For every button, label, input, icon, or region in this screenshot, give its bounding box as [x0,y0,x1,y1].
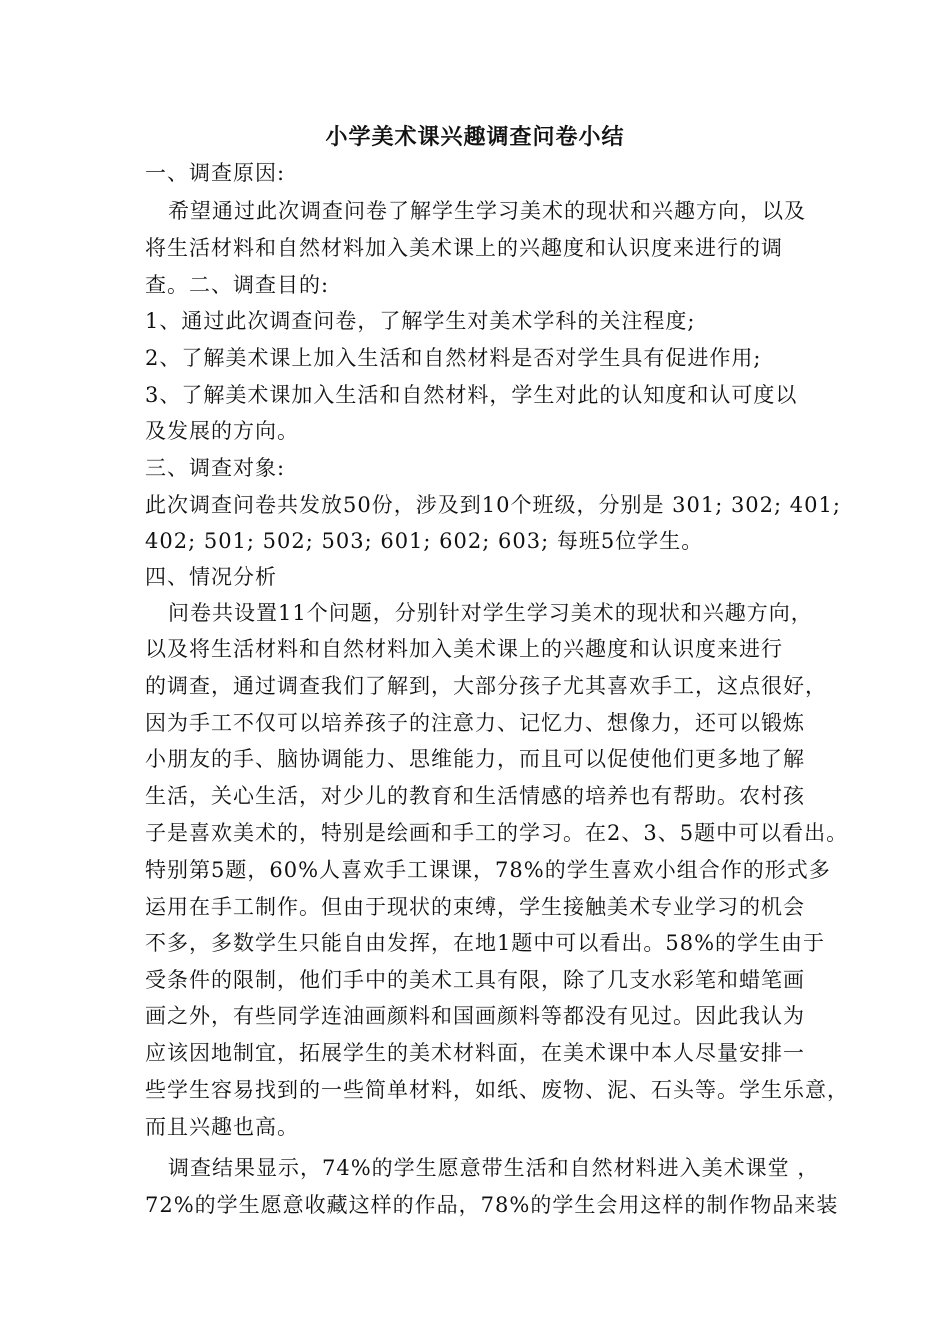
paragraph-line: 以及将生活材料和自然材料加入美术课上的兴趣度和认识度来进行 [145,637,783,661]
paragraph-line: 调查结果显示，74%的学生愿意带生活和自然材料进入美术课堂 ， [168,1156,820,1180]
paragraph-line: 子是喜欢美术的，特别是绘画和手工的学习。在2、3、5题中可以看出。 [145,821,849,845]
paragraph-line: 运用在手工制作。但由于现状的束缚，学生接触美术专业学习的机会 [145,895,805,919]
paragraph-line: 因为手工不仅可以培养孩子的注意力、记忆力、想像力，还可以锻炼 [145,711,805,735]
list-item-continued: 及发展的方向。 [145,419,299,443]
paragraph-line: 不多，多数学生只能自由发挥，在地1题中可以看出。58%的学生由于 [145,931,826,955]
paragraph-line: 希望通过此次调查问卷了解学生学习美术的现状和兴趣方向，以及 [168,199,806,223]
list-item: 1、通过此次调查问卷，了解学生对美术学科的关注程度; [145,309,696,333]
document-title: 小学美术课兴趣调查问卷小结 [325,124,625,150]
paragraph-line: 的调查，通过调查我们了解到，大部分孩子尤其喜欢手工，这点很好， [145,674,827,698]
paragraph-line: 应该因地制宜，拓展学生的美术材料面，在美术课中本人尽量安排一 [145,1041,805,1065]
paragraph-line: 将生活材料和自然材料加入美术课上的兴趣度和认识度来进行的调 [145,236,783,260]
paragraph-line: 72%的学生愿意收藏这样的作品，78%的学生会用这样的制作物品来装 [145,1193,839,1217]
paragraph-line: 小朋友的手、脑协调能力、思维能力，而且可以促使他们更多地了解 [145,747,805,771]
list-item: 3、了解美术课加入生活和自然材料，学生对此的认知度和认可度以 [145,383,798,407]
paragraph-line: 402; 501; 502; 503; 601; 602; 603; 每班5位学生。 [145,529,704,553]
list-item: 2、了解美术课上加入生活和自然材料是否对学生具有促进作用; [145,346,762,370]
paragraph-line: 生活，关心生活，对少儿的教育和生活情感的培养也有帮助。农村孩 [145,784,805,808]
paragraph-line: 问卷共设置11个问题，分别针对学生学习美术的现状和兴趣方向， [168,601,813,625]
paragraph-line: 受条件的限制，他们手中的美术工具有限，除了几支水彩笔和蜡笔画 [145,968,805,992]
heading-situation-analysis: 四、情况分析 [145,565,277,589]
paragraph-line: 而且兴趣也高。 [145,1115,299,1139]
paragraph-line: 些学生容易找到的一些简单材料，如纸、废物、泥、石头等。学生乐意， [145,1078,849,1102]
heading-survey-reason: 一、调查原因: [145,161,286,185]
paragraph-line: 查。二、调查目的: [145,273,330,297]
paragraph-line: 此次调查问卷共发放50份，涉及到10个班级，分别是 301; 302; 401; [145,493,841,517]
heading-survey-subjects: 三、调查对象: [145,456,286,480]
paragraph-line: 画之外，有些同学连油画颜料和国画颜料等都没有见过。因此我认为 [145,1004,805,1028]
paragraph-line: 特别第5题，60%人喜欢手工课课，78%的学生喜欢小组合作的形式多 [145,858,831,882]
